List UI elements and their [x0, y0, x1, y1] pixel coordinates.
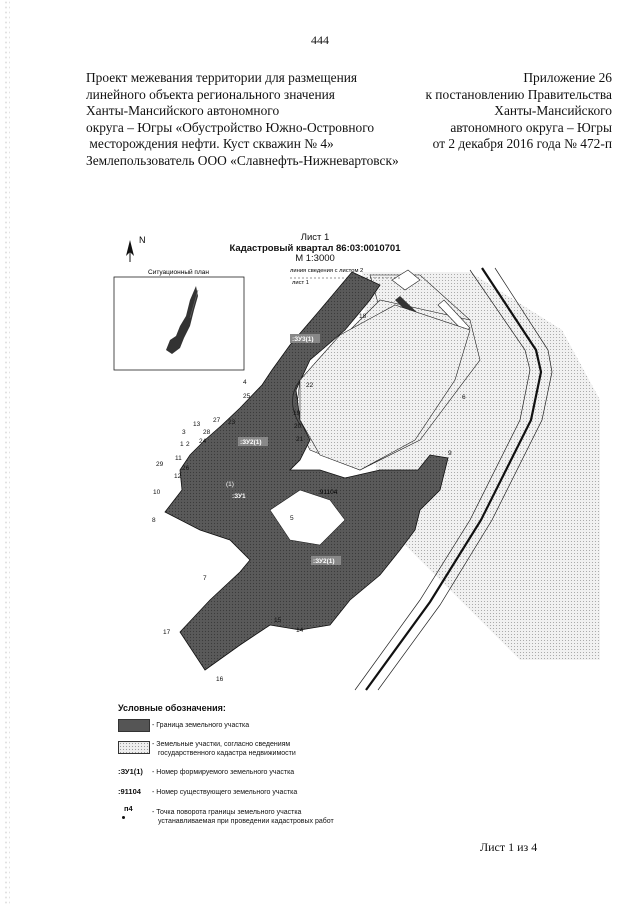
- legend-title: Условные обозначения:: [118, 703, 226, 713]
- legend-item-cadastre: [118, 741, 378, 761]
- legend-swatch-cadastre: [118, 741, 150, 754]
- legend-text: - Точка поворота границы земельного участка: [152, 809, 302, 816]
- project-title-line: Проект межевания территории для размещения: [86, 70, 358, 85]
- legend-item-new-parcel: [118, 768, 378, 780]
- parcel-label-center: (1): [226, 481, 234, 488]
- project-title-line: Ханты-Мансийского автономного: [86, 103, 280, 119]
- parcel-label-existing: :91104: [318, 489, 338, 496]
- map-scale: М 1:3000: [295, 253, 335, 264]
- sheet-counter: Лист 1 из 4: [480, 840, 538, 854]
- point-label: 26: [182, 465, 190, 472]
- legend-code: :91104: [118, 787, 141, 796]
- legend-item-turn-point: [118, 806, 378, 828]
- cadastral-quarter: Кадастровый квартал 86:03:0010701: [229, 242, 401, 254]
- point-label: 3: [182, 429, 186, 436]
- appendix-line: автономного округа – Югры: [450, 119, 612, 135]
- sheet-label: Лист 1: [300, 232, 330, 243]
- north-arrow-icon: [126, 240, 134, 262]
- appendix-line: Приложение 26: [523, 70, 612, 85]
- situation-plan-label: Ситуационный план: [148, 269, 209, 276]
- north-label: N: [139, 235, 146, 245]
- parcel-label-zu1: :ЗУ1: [232, 493, 246, 500]
- legend-text: - Номер существующего земельного участка: [152, 789, 298, 796]
- parcel-label-zu2: :ЗУ2(1): [240, 439, 262, 446]
- legend-text: - Номер формируемого земельного участка: [152, 769, 295, 776]
- point-label: 10: [153, 489, 161, 496]
- appendix-line: к постановлению Правительства: [425, 86, 612, 102]
- point-label: 18: [359, 313, 367, 320]
- point-label: 27: [213, 417, 221, 424]
- point-label: 24: [199, 438, 207, 445]
- legend-code: :ЗУ1(1): [118, 767, 143, 776]
- parcel-label-zu2-lower: :ЗУ2(1): [313, 558, 335, 565]
- point-label: 12: [174, 473, 182, 480]
- point-label: 8: [152, 517, 156, 524]
- point-label: 28: [203, 429, 211, 436]
- point-label: 1: [180, 441, 184, 448]
- match-line-label: линия сведения с листом 2: [290, 268, 364, 274]
- legend-item-existing-parcel: [118, 788, 378, 800]
- point-label: 2: [186, 441, 190, 448]
- point-label: 20: [294, 423, 302, 430]
- point-label: 21: [296, 436, 304, 443]
- point-label: 15: [274, 617, 282, 624]
- point-label: 4: [243, 379, 247, 386]
- legend-text: - Граница земельного участка: [152, 722, 250, 729]
- point-label: 16: [216, 676, 224, 683]
- legend-text: устанавливаемая при проведении кадастровых работ: [158, 818, 334, 825]
- point-label: 6: [462, 394, 466, 401]
- turn-point-icon: [122, 816, 125, 819]
- legend-text: - Земельные участки, согласно сведениям: [152, 741, 291, 748]
- land-user-line: Землепользователь ООО «Славнефть-Нижневартовск»: [86, 152, 399, 168]
- point-label: 17: [163, 629, 171, 636]
- match-sheet-label: лист 1: [292, 280, 310, 286]
- point-label: 7: [203, 575, 207, 582]
- legend-code: п4: [124, 804, 133, 813]
- appendix-line: от 2 декабря 2016 года № 472-п: [432, 136, 612, 152]
- situation-plan-frame: [114, 277, 244, 370]
- point-label: 22: [306, 382, 314, 389]
- project-title-line: округа – Югры «Обустройство Южно-Островного: [86, 119, 375, 135]
- point-label: 14: [296, 627, 304, 634]
- parcel-label-zu3: :ЗУ3(1): [292, 336, 314, 343]
- point-label: 29: [156, 461, 164, 468]
- page-number: 444: [311, 33, 329, 47]
- appendix-line: Ханты-Мансийского: [494, 103, 612, 119]
- project-title-line: месторождения нефти. Куст скважин № 4»: [86, 136, 334, 152]
- legend-text: государственного кадастра недвижимости: [158, 750, 296, 757]
- point-label: 23: [228, 419, 236, 426]
- point-label: 11: [175, 455, 182, 462]
- point-label: 25: [243, 393, 251, 400]
- legend-swatch-boundary: [118, 719, 150, 732]
- point-label: 9: [448, 450, 452, 457]
- point-label: 19: [293, 410, 301, 417]
- point-label: 5: [290, 515, 294, 522]
- point-label: 13: [193, 421, 201, 428]
- project-title-line: линейного объекта регионального значения: [86, 86, 335, 102]
- legend-item-boundary: [118, 719, 378, 733]
